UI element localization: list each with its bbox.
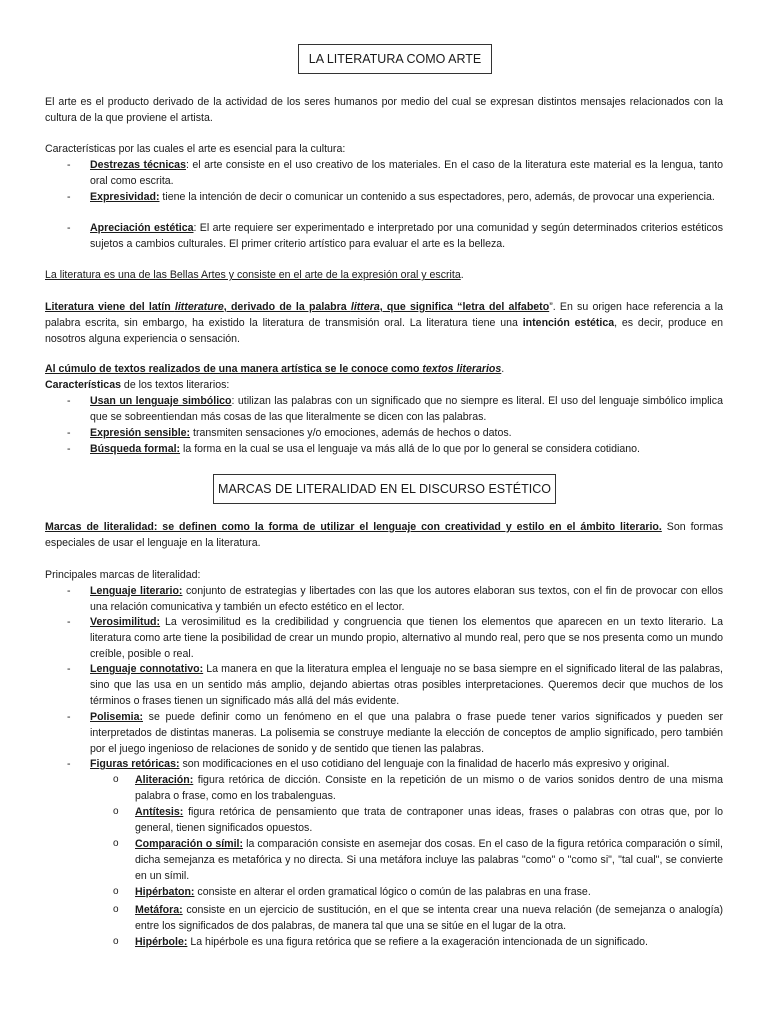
bellas-artes-paragraph: La literatura es una de las Bellas Artes y consiste en el arte de la expresión oral y escrita.: [45, 269, 464, 281]
sublist-item: Hipérbole: La hipérbole es una figura retórica que se refiere a la exageración intencionada de un significado.: [135, 936, 648, 948]
list-item: Apreciación estética: El arte requiere ser experimentado e interpretado por una comunidad y según determinados criterios estéticos sujetos a cambios culturales. El primer criterio artístico para evaluar el arte es la belleza.: [90, 222, 723, 250]
list-item: Polisemia: se puede definir como un fenómeno en el que una palabra o frase puede tener varios significados y pueden ser interpretados de distintas maneras. La polisemia se construye mediante la elección de conceptos de amplio significado, pero también por el juego ingenioso de relaciones de sonido y de sentido que tienen las palabras.: [90, 711, 723, 755]
section-title: LA LITERATURA COMO ARTE: [308, 52, 482, 66]
sublist-bullet: o: [113, 886, 119, 897]
cumulo-paragraph: Al cúmulo de textos realizados de una manera artística se le conoce como textos literarios.: [45, 363, 505, 375]
list-dash: -: [67, 711, 71, 723]
list-dash: -: [67, 222, 71, 234]
list-item: Expresión sensible: transmiten sensaciones y/o emociones, además de hechos o datos.: [90, 427, 512, 439]
arte-characteristics-lead: Características por las cuales el arte es esencial para la cultura:: [45, 143, 346, 155]
sublist-item: Metáfora: consiste en un ejercicio de sustitución, en el que se intenta crear una nueva relación (de semejanza o analogía) entre los significados de dos palabras, de manera tal que una se sitúe en el lugar de la otra.: [135, 904, 723, 932]
sublist-bullet: o: [113, 806, 119, 817]
list-dash: -: [67, 395, 71, 407]
list-dash: -: [67, 616, 71, 628]
sublist-item: Aliteración: figura retórica de dicción. Consiste en la repetición de un mismo o de varios sonidos dentro de una misma palabra o frase, como en los trabalenguas.: [135, 774, 723, 802]
list-item: Usan un lenguaje simbólico: utilizan las palabras con un significado que no siempre es literal. El uso del lenguaje simbólico implica que se sobreentiendan más cosas de las que literalmente se dicen con las palabras.: [90, 395, 723, 423]
list-dash: -: [67, 663, 71, 675]
section-title-box: [213, 474, 556, 504]
principales-lead: Principales marcas de literalidad:: [45, 569, 201, 581]
list-item: Lenguaje connotativo: La manera en que la literatura emplea el lenguaje no se basa siempre en el significado literal de las palabras, sino que las usa en un sentido más amplio, dejando abiertas otras posibles interpretaciones. Queremos decir que muchos de los términos o frases tienen un significado más allá del más evidente.: [90, 663, 723, 707]
section-title-box: [298, 44, 492, 74]
sublist-item: Hipérbaton: consiste en alterar el orden gramatical lógico o común de las palabras en una frase.: [135, 886, 591, 898]
latin-origin-paragraph: Literatura viene del latín litterature, derivado de la palabra littera, que significa “letra del alfabeto”. En su origen hace referencia a la palabra escrita, sin embargo, ha existido la literatura de transmisión oral. La literatura tiene una intención estética, es decir, produce en nosotros alguna experiencia o sensación.: [45, 301, 724, 345]
list-item: Verosimilitud: La verosimilitud es la credibilidad y congruencia que tienen los elementos que aparecen en un texto literario. La literatura como arte tiene la posibilidad de crear un mundo propio, alternativo al mundo real, pero que se nos presenta como un mundo creíble, posible o real.: [90, 616, 723, 660]
sublist-item: Antítesis: figura retórica de pensamiento que trata de contraponer unas ideas, frases o palabras con otras que, por lo general, tienen significados opuestos.: [135, 806, 723, 834]
section-title: MARCAS DE LITERALIDAD EN EL DISCURSO ESTÉTICO: [218, 482, 551, 496]
sublist-bullet: o: [113, 936, 119, 947]
list-item: Lenguaje literario: conjunto de estrategias y libertades con las que los autores elaboran sus textos, con el fin de provocar con ellos una relación comunicativa y también un efecto estético en el lector.: [90, 585, 723, 613]
list-dash: -: [67, 443, 71, 455]
list-item: Figuras retóricas: son modificaciones en el uso cotidiano del lenguaje con la finalidad de hacerlo más expresivo y original.: [90, 758, 670, 770]
sublist-item: Comparación o símil: la comparación consiste en asemejar dos cosas. En el caso de la figura retórica comparación o símil, dicha semejanza es metafórica y no directa. Si una metáfora incluye las palabras "como" o "como si", "tal cual", se convierte en un símil.: [135, 838, 723, 882]
list-dash: -: [67, 159, 71, 171]
sublist-bullet: o: [113, 838, 119, 849]
list-dash: -: [67, 191, 71, 203]
sublist-bullet: o: [113, 774, 119, 785]
list-item: Expresividad: tiene la intención de decir o comunicar un contenido a sus espectadores, pero, además, de provocar una experiencia.: [90, 191, 715, 203]
list-dash: -: [67, 585, 71, 597]
list-item: Destrezas técnicas: el arte consiste en el uso creativo de los materiales. En el caso de la literatura este material es la lengua, tanto oral como escrita.: [90, 159, 723, 187]
list-dash: -: [67, 427, 71, 439]
list-dash: -: [67, 758, 71, 770]
intro-paragraph: El arte es el producto derivado de la actividad de los seres humanos por medio del cual se expresan distintos mensajes relacionados con la cultura de la que proviene el artista.: [45, 96, 723, 124]
list-item: Búsqueda formal: la forma en la cual se usa el lenguaje va más allá de lo que por lo general se considera cotidiano.: [90, 443, 640, 455]
textos-characteristics-lead: Características de los textos literarios:: [45, 379, 230, 391]
sublist-bullet: o: [113, 904, 119, 915]
marcas-definition-paragraph: Marcas de literalidad: se definen como la forma de utilizar el lenguaje con creatividad y estilo en el ámbito literario. Son formas especiales de usar el lenguaje en la literatura.: [45, 521, 723, 549]
